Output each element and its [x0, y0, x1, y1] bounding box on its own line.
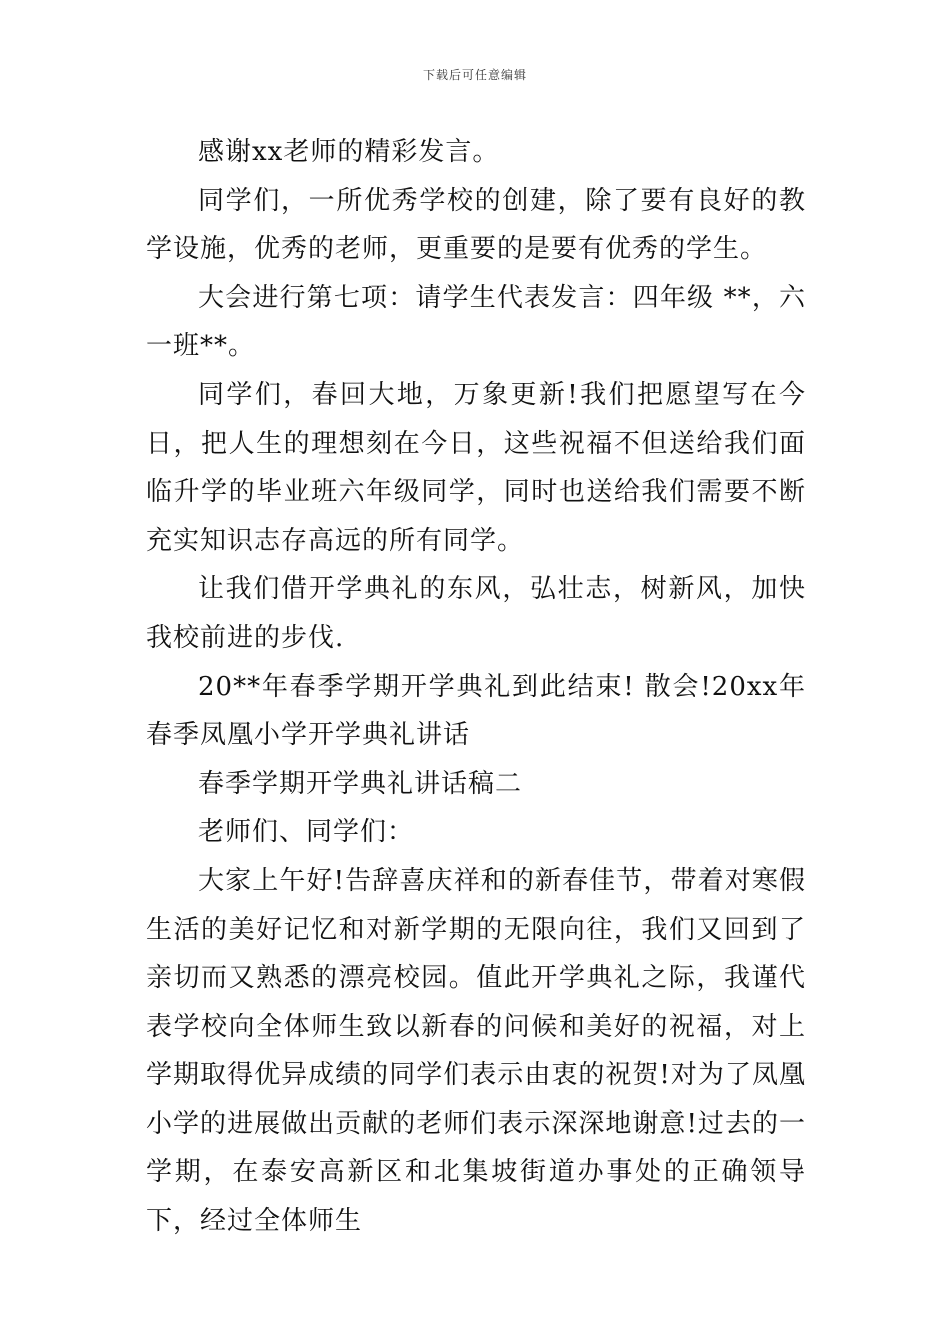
section-title: 春季学期开学典礼讲话稿二 [198, 768, 523, 799]
salutation: 老师们、同学们： [198, 817, 415, 848]
page-header-note: 下载后可任意编辑 [422, 68, 527, 82]
paragraph-student-speech: 大会进行第七项：请学生代表发言：四年级 **，六一班**。 [146, 282, 806, 362]
paragraph-spring: 同学们，春回大地，万象更新!我们把愿望写在今日，把人生的理想刻在今日，这些祝福不但送给我们面临升学的毕业班六年级同学，同时也送给我们需要不断充实知识志存高远的所有同学。 [146, 379, 806, 556]
document-body [146, 128, 806, 1246]
paragraph-school-creation: 同学们，一所优秀学校的创建，除了要有良好的教学设施，优秀的老师，更重要的是要有优秀的学生。 [146, 185, 806, 265]
paragraph-closing: 20**年春季学期开学典礼到此结束! 散会!20xx年春季凤凰小学开学典礼讲话 [146, 671, 806, 751]
paragraph-thanks: 感谢xx老师的精彩发言。 [198, 137, 500, 167]
paragraph-greeting: 大家上午好!告辞喜庆祥和的新春佳节，带着对寒假生活的美好记忆和对新学期的无限向往，我们又回到了亲切而又熟悉的漂亮校园。值此开学典礼之际，我谨代表学校向全体师生致以新春的问候和美好的祝福，对上学期取得优异成绩的同学们表示由衷的祝贺!对为了凤凰小学的进展做出贡献的老师们表示深深地谢意!过去的一学期，在泰安高新区和北集坡街道办事处的正确领导下，经过全体师生 [146, 865, 806, 1237]
paragraph-east-wind: 让我们借开学典礼的东风，弘壮志，树新风，加快我校前进的步伐. [146, 574, 806, 653]
